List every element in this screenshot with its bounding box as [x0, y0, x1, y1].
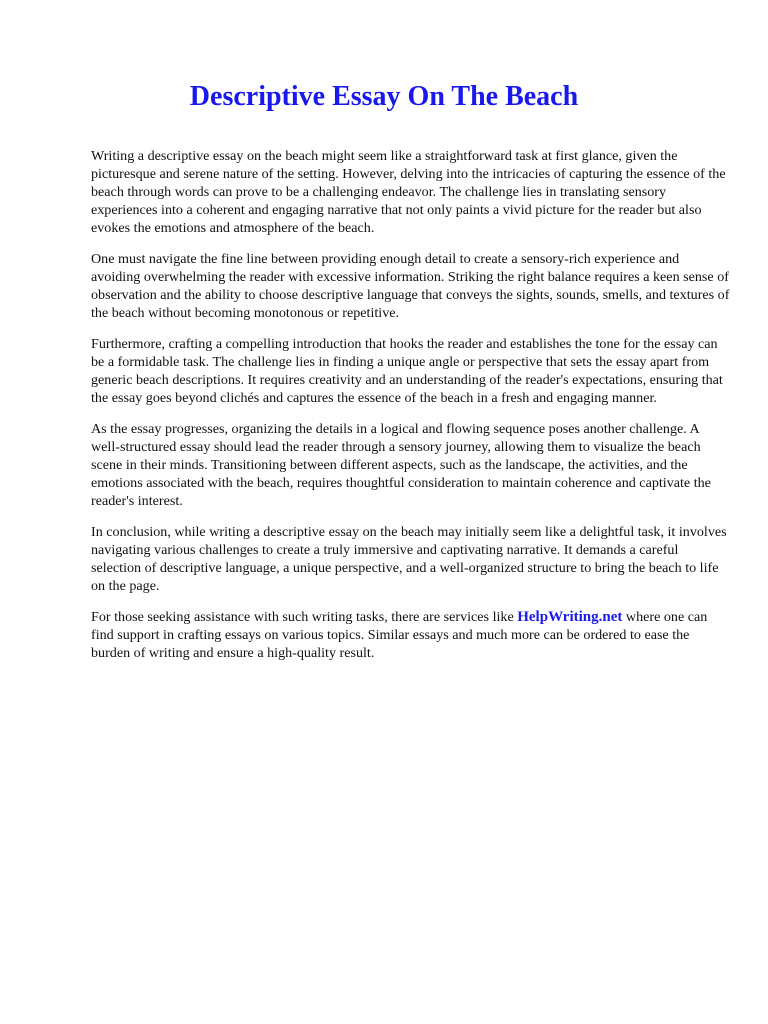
paragraph-5: In conclusion, while writing a descriptive essay on the beach may initially seem like a delightful task, it involves navigating various challenges to create a truly immersive and captivating narrative. It demands a careful selection of descriptive language, a unique perspective, and a well-organized structure to bring the beach to life on the page. — [91, 524, 727, 594]
closing-text-after-link: where one can find support in crafting essays on various topics. Similar essays and much more can be ordered to ease the burden of writing and ensure a high-quality result. — [91, 609, 708, 661]
essay-body — [91, 147, 731, 675]
paragraph-4: As the essay progresses, organizing the details in a logical and flowing sequence poses another challenge. A well-structured essay should lead the reader through a sensory journey, allowing them to visualize the beach scene in their minds. Transitioning between different aspects, such as the landscape, the activities, and the emotions associated with the beach, requires thoughtful consideration to maintain coherence and captivate the reader's interest. — [91, 421, 711, 509]
closing-paragraph — [91, 608, 731, 662]
closing-text-before-link: For those seeking assistance with such writing tasks, there are services like — [91, 609, 518, 625]
paragraph-3: Furthermore, crafting a compelling introduction that hooks the reader and establishes the tone for the essay can be a formidable task. The challenge lies in finding a unique angle or perspective that sets the essay apart from generic beach descriptions. It requires creativity and an understanding of the reader's expectations, ensuring that the essay goes beyond clichés and captures the essence of the beach in a fresh and engaging manner. — [91, 336, 723, 406]
helpwriting-link[interactable]: HelpWriting.net — [517, 609, 623, 625]
paragraph-1: Writing a descriptive essay on the beach might seem like a straightforward task at first glance, given the picturesque and serene nature of the setting. However, delving into the intricacies of capturing the essence of the beach through words can prove to be a challenging endeavor. The challenge lies in translating sensory experiences into a coherent and engaging narrative that not only paints a vivid picture for the reader but also evokes the emotions and atmosphere of the beach. — [91, 148, 726, 236]
paragraph-2: One must navigate the fine line between providing enough detail to create a sensory-rich experience and avoiding overwhelming the reader with excessive information. Striking the right balance requires a keen sense of observation and the ability to choose descriptive language that conveys the sights, sounds, smells, and textures of the beach without becoming monotonous or repetitive. — [91, 251, 730, 321]
page-title: Descriptive Essay On The Beach — [189, 81, 579, 112]
